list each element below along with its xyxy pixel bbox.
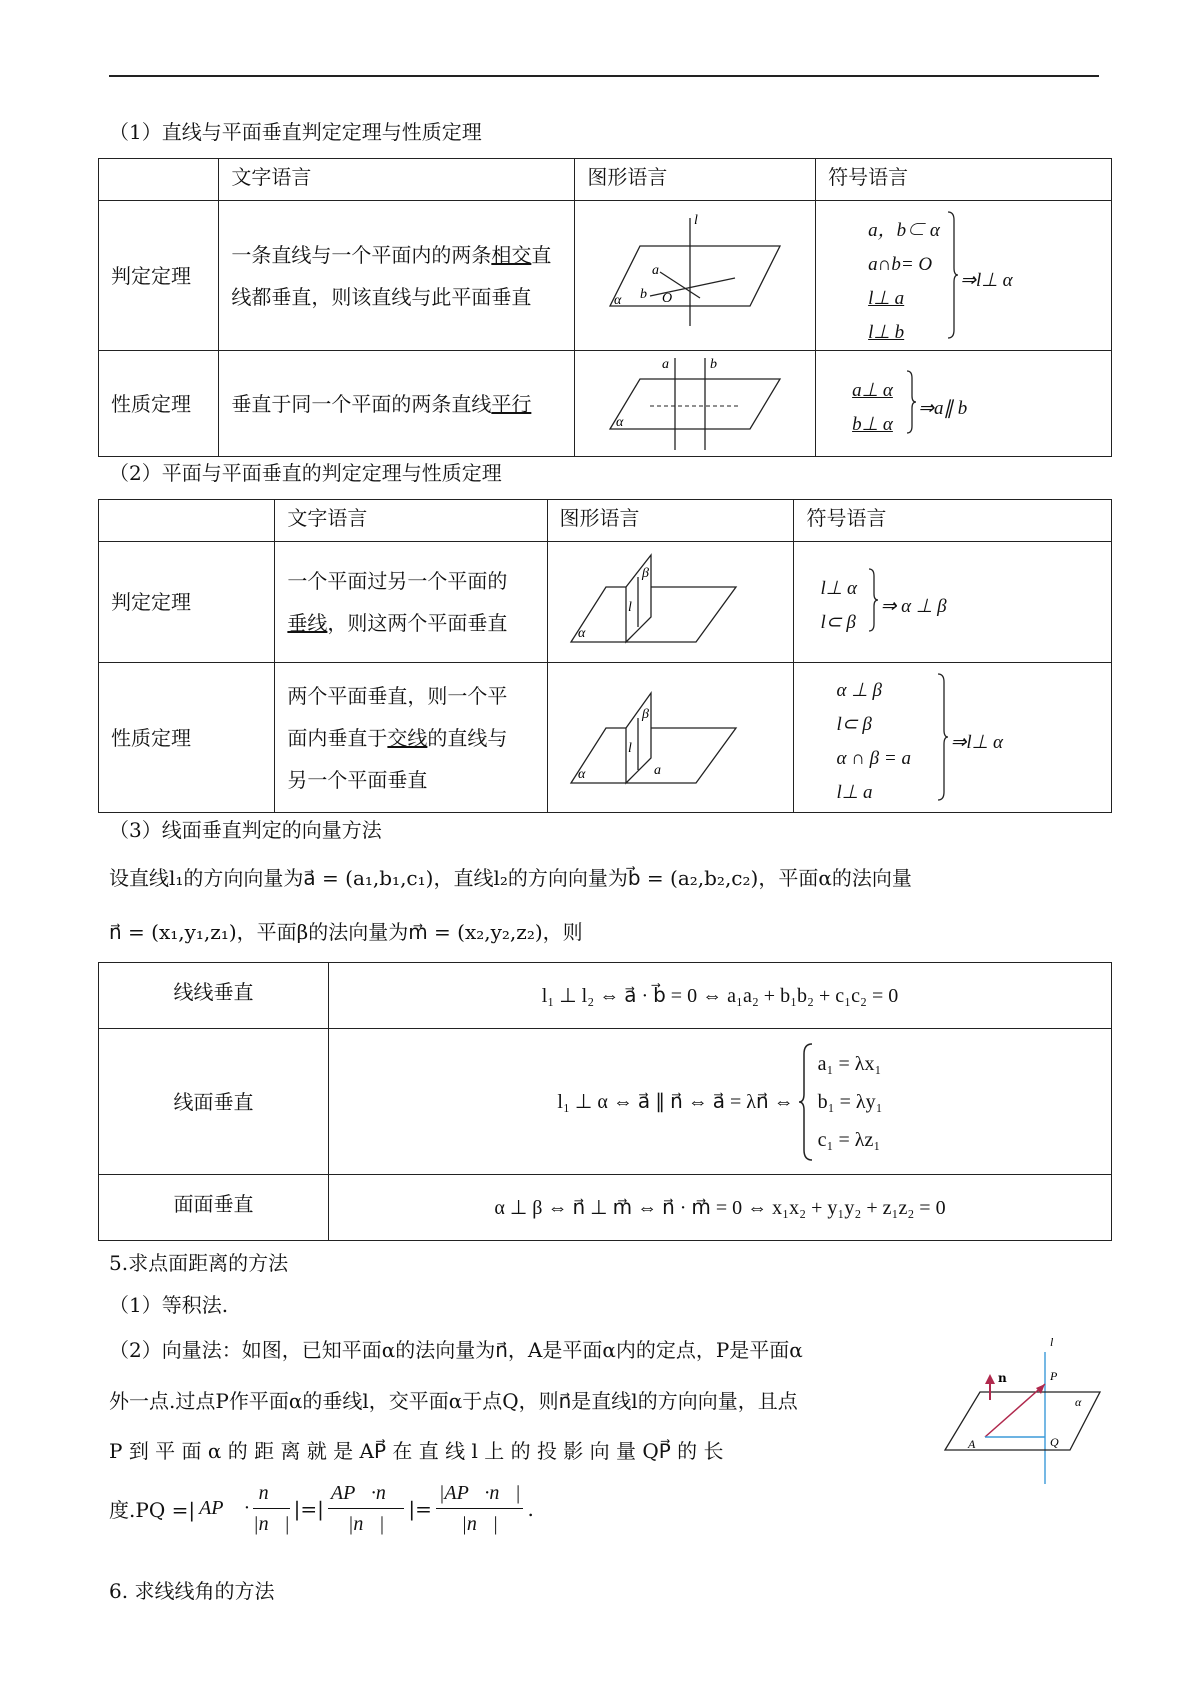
header-figure-lang: 图形语言 <box>547 500 794 542</box>
line-plane-prop-figure <box>590 354 800 454</box>
header-text-lang: 文字语言 <box>275 500 547 542</box>
section3-para2: n⃗ = (x₁,y₁,z₁)，平面β的法向量为m⃗ = (x₂,y₂,z₂)，则 <box>109 920 583 944</box>
header-rule <box>109 75 1099 77</box>
row-text: 垂直于同一个平面的两条直线平行 <box>219 351 575 457</box>
line-plane-judge-figure <box>590 206 800 346</box>
row-label: 判定定理 <box>99 542 275 663</box>
figure-cell <box>575 351 816 457</box>
row-label: 线线垂直 <box>99 963 329 1029</box>
table-line-plane-perp <box>98 158 1112 457</box>
plane-plane-judge-figure <box>566 547 776 657</box>
row-text: 两个平面垂直，则一个平 面内垂直于交线的直线与 另一个平面垂直 <box>275 663 547 813</box>
svg-text:l: l <box>1050 1335 1054 1349</box>
formula-cell: α ⊥ β ⇔ n⃗ ⊥ m⃗ ⇔ n⃗ · m⃗ = 0 ⇔ x₁x₂ + y₁y₂ + z₁z₂ = 0 <box>329 1175 1112 1241</box>
svg-text:a: a <box>653 762 661 778</box>
figure-cell <box>547 542 794 663</box>
svg-text:α: α <box>1075 1395 1082 1409</box>
header-empty <box>99 159 219 201</box>
svg-text:β: β <box>641 706 649 722</box>
section3-para1: 设直线l₁的方向向量为a⃗ = (a₁,b₁,c₁)，直线l₂的方向向量为b⃗ = (a₂,b₂,c₂)，平面α的法向量 <box>109 866 912 890</box>
symbol-cell: l⊥ α l⊂ β ⇒ α ⊥ β <box>794 542 1112 663</box>
formula-cell: l₁ ⊥ l₂ ⇔ a⃗ · b⃗ = 0 ⇔ a₁a₂ + b₁b₂ + c₁c₂ = 0 <box>329 963 1112 1029</box>
table-vector-method <box>98 962 1112 1241</box>
svg-text:a: a <box>652 262 660 278</box>
symbol-cell: α ⊥ β l⊂ β α ∩ β = a l⊥ a ⇒l⊥ α <box>794 663 1112 813</box>
svg-text:l: l <box>627 600 632 615</box>
table-plane-plane-perp <box>98 499 1112 813</box>
svg-text:α: α <box>577 766 585 782</box>
row-label: 判定定理 <box>99 201 219 351</box>
section2-title: （2）平面与平面垂直的判定定理与性质定理 <box>109 461 502 485</box>
svg-text:Q: Q <box>1050 1435 1059 1449</box>
svg-text:l: l <box>694 212 699 228</box>
symbol-cell: a⊥ α b⊥ α ⇒a∥ b <box>816 351 1112 457</box>
svg-text:l: l <box>627 740 632 756</box>
header-empty <box>99 500 275 542</box>
section1-title: （1）直线与平面垂直判定定理与性质定理 <box>109 120 482 144</box>
row-label: 性质定理 <box>99 663 275 813</box>
distance-formula: 度.PQ =| AP⃗ · $\frac{n⃗}{|n⃗|}$ |=| $\frac{AP⃗\cdot n⃗}{|n⃗|}$ |= $\frac{|AP⃗\cdot n⃗|}{|n⃗|}$ . <box>109 1478 534 1539</box>
svg-text:α: α <box>614 292 622 308</box>
formula-cell: l₁ ⊥ α ⇔ a⃗ ∥ n⃗ ⇔ a⃗ = λn⃗ ⇔ a₁ = λx₁ b₁ = λy₁ c₁ = λz₁ <box>329 1029 1112 1175</box>
svg-text:α: α <box>616 414 624 430</box>
section5-item2-line3: P 到 平 面 α 的 距 离 就 是 AP⃗ 在 直 线 l 上 的 投 影 向 量 QP⃗ 的 长 <box>109 1439 724 1463</box>
svg-text:b: b <box>710 356 718 372</box>
section5-item1: （1）等积法. <box>109 1293 229 1317</box>
svg-text:O: O <box>662 290 673 306</box>
svg-text:b: b <box>640 286 648 302</box>
row-label: 面面垂直 <box>99 1175 329 1241</box>
header-text-lang: 文字语言 <box>219 159 575 201</box>
section3-title: （3）线面垂直判定的向量方法 <box>109 818 382 842</box>
row-label: 线面垂直 <box>99 1029 329 1175</box>
header-symbol-lang: 符号语言 <box>816 159 1112 201</box>
row-text: 一个平面过另一个平面的 垂线，则这两个平面垂直 <box>275 542 547 663</box>
section6-title: 6. 求线线角的方法 <box>109 1579 275 1603</box>
figure-cell <box>575 201 816 351</box>
section5-title: 5.求点面距离的方法 <box>109 1251 289 1275</box>
svg-text:n: n <box>998 1371 1007 1385</box>
svg-text:P: P <box>1050 1369 1058 1383</box>
figure-cell <box>547 663 794 813</box>
header-figure-lang: 图形语言 <box>575 159 816 201</box>
plane-plane-prop-figure <box>566 678 776 798</box>
svg-text:A: A <box>968 1437 976 1451</box>
section5-item2-line2: 外一点.过点P作平面α的垂线l，交平面α于点Q，则n⃗是直线l的方向向量，且点 <box>109 1389 798 1413</box>
symbol-cell: a，b⊂ α a∩b= O l⊥ a l⊥ b ⇒l⊥ α <box>816 201 1112 351</box>
row-label: 性质定理 <box>99 351 219 457</box>
row-text: 一条直线与一个平面内的两条相交直线都垂直，则该直线与此平面垂直 <box>219 201 575 351</box>
svg-text:β: β <box>641 566 649 581</box>
svg-text:α: α <box>577 626 585 641</box>
section5-item2-line1: （2）向量法：如图，已知平面α的法向量为n⃗，A是平面α内的定点，P是平面α <box>109 1338 803 1362</box>
svg-text:a: a <box>662 356 670 372</box>
header-symbol-lang: 符号语言 <box>794 500 1112 542</box>
point-plane-distance-figure <box>940 1332 1110 1492</box>
